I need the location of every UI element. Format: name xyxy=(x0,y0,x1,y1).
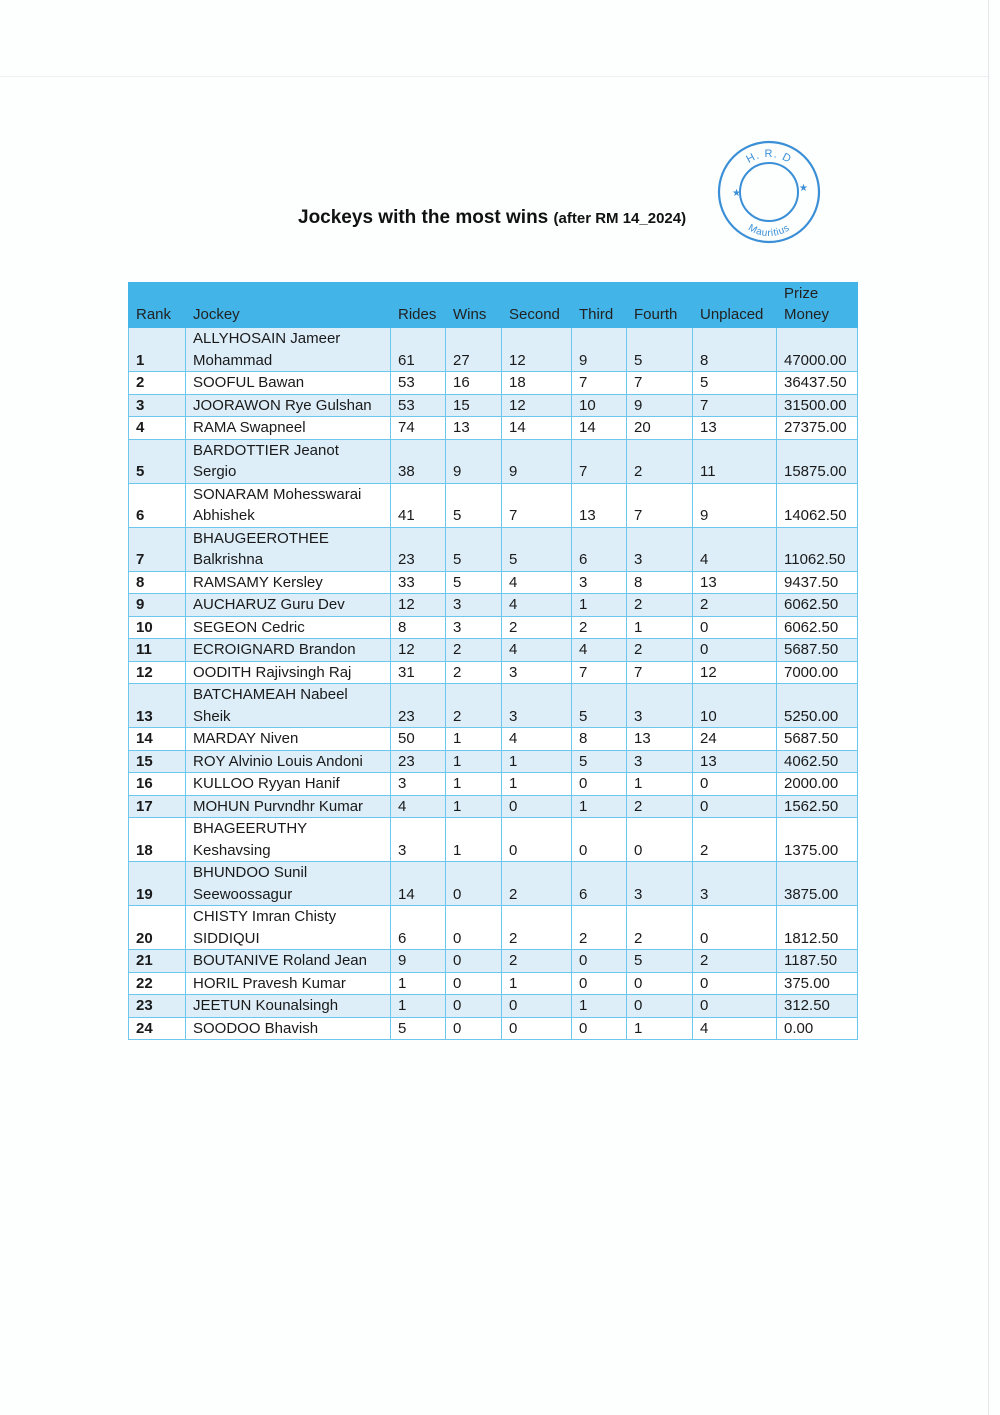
cell-wins: 1 xyxy=(446,750,502,773)
cell-unplaced: 9 xyxy=(693,483,777,527)
cell-rides: 31 xyxy=(391,661,446,684)
cell-wins: 2 xyxy=(446,661,502,684)
cell-jockey xyxy=(186,616,391,639)
cell-rank: 2 xyxy=(129,372,186,395)
jockey-name-line2: SIDDIQUI xyxy=(193,929,260,947)
cell-fourth: 1 xyxy=(627,616,693,639)
table-row xyxy=(129,972,858,995)
cell-unplaced: 4 xyxy=(693,527,777,571)
cell-unplaced: 0 xyxy=(693,795,777,818)
cell-jockey xyxy=(186,483,391,527)
cell-second: 2 xyxy=(502,616,572,639)
stamp-bottom-text: Mauritius xyxy=(746,222,792,240)
cell-wins: 9 xyxy=(446,439,502,483)
cell-jockey xyxy=(186,394,391,417)
table-row xyxy=(129,417,858,440)
cell-fourth: 3 xyxy=(627,750,693,773)
col-header-second: Second xyxy=(502,283,572,328)
page-divider xyxy=(0,76,990,77)
cell-prize-money: 14062.50 xyxy=(777,483,858,527)
cell-third: 0 xyxy=(572,773,627,796)
cell-jockey xyxy=(186,1017,391,1040)
cell-fourth: 7 xyxy=(627,483,693,527)
cell-jockey xyxy=(186,684,391,728)
star-icon: ★ xyxy=(732,188,741,199)
cell-second: 5 xyxy=(502,527,572,571)
cell-wins: 27 xyxy=(446,328,502,372)
cell-unplaced: 24 xyxy=(693,728,777,751)
cell-fourth: 2 xyxy=(627,639,693,662)
cell-rank: 14 xyxy=(129,728,186,751)
cell-second: 4 xyxy=(502,594,572,617)
cell-jockey xyxy=(186,661,391,684)
cell-rides: 23 xyxy=(391,684,446,728)
table-row xyxy=(129,527,858,571)
cell-rank: 16 xyxy=(129,773,186,796)
cell-rides: 12 xyxy=(391,594,446,617)
cell-third: 7 xyxy=(572,661,627,684)
cell-fourth: 0 xyxy=(627,818,693,862)
table-row xyxy=(129,483,858,527)
cell-rides: 12 xyxy=(391,639,446,662)
cell-jockey xyxy=(186,571,391,594)
cell-jockey xyxy=(186,773,391,796)
table-header-row xyxy=(129,283,858,328)
svg-text:Mauritius xyxy=(746,223,792,240)
prize-header-line1: Prize xyxy=(784,285,819,302)
cell-fourth: 5 xyxy=(627,328,693,372)
cell-prize-money: 15875.00 xyxy=(777,439,858,483)
cell-rank: 19 xyxy=(129,862,186,906)
cell-prize-money: 0.00 xyxy=(777,1017,858,1040)
cell-prize-money: 7000.00 xyxy=(777,661,858,684)
jockey-name-line1: BHAUGEEROTHEE xyxy=(193,529,329,547)
table-row xyxy=(129,661,858,684)
cell-rank: 8 xyxy=(129,571,186,594)
cell-rank: 23 xyxy=(129,995,186,1018)
cell-unplaced: 4 xyxy=(693,1017,777,1040)
cell-third: 5 xyxy=(572,684,627,728)
cell-prize-money: 5687.50 xyxy=(777,728,858,751)
cell-prize-money: 2000.00 xyxy=(777,773,858,796)
jockey-name-line1: SONARAM Mohesswarai xyxy=(193,485,362,503)
cell-rides: 3 xyxy=(391,818,446,862)
cell-fourth: 1 xyxy=(627,1017,693,1040)
cell-wins: 0 xyxy=(446,862,502,906)
cell-second: 0 xyxy=(502,995,572,1018)
cell-rides: 53 xyxy=(391,394,446,417)
cell-jockey xyxy=(186,328,391,372)
jockey-name-line1: MOHUN Purvndhr Kumar xyxy=(193,797,364,815)
cell-unplaced: 2 xyxy=(693,818,777,862)
cell-wins: 1 xyxy=(446,773,502,796)
cell-fourth: 3 xyxy=(627,862,693,906)
hrd-stamp xyxy=(716,139,822,245)
cell-rides: 1 xyxy=(391,995,446,1018)
cell-unplaced: 5 xyxy=(693,372,777,395)
cell-rank: 1 xyxy=(129,328,186,372)
cell-jockey xyxy=(186,417,391,440)
cell-fourth: 2 xyxy=(627,795,693,818)
cell-third: 1 xyxy=(572,995,627,1018)
cell-unplaced: 8 xyxy=(693,328,777,372)
cell-rides: 41 xyxy=(391,483,446,527)
jockey-name-line1: BOUTANIVE Roland Jean xyxy=(193,952,367,969)
cell-third: 6 xyxy=(572,862,627,906)
cell-third: 0 xyxy=(572,818,627,862)
cell-rank: 21 xyxy=(129,950,186,973)
cell-rank: 24 xyxy=(129,1017,186,1040)
cell-rank: 22 xyxy=(129,972,186,995)
cell-second: 1 xyxy=(502,750,572,773)
table-row xyxy=(129,594,858,617)
jockey-name-line1: SEGEON Cedric xyxy=(193,618,305,636)
cell-wins: 1 xyxy=(446,795,502,818)
cell-fourth: 8 xyxy=(627,571,693,594)
cell-jockey xyxy=(186,639,391,662)
table-row xyxy=(129,439,858,483)
cell-unplaced: 0 xyxy=(693,773,777,796)
cell-second: 2 xyxy=(502,906,572,950)
jockey-name-line1: SOOFUL Bawan xyxy=(193,374,305,391)
jockey-name-line1: OODITH Rajivsingh Raj xyxy=(193,663,352,681)
cell-unplaced: 0 xyxy=(693,639,777,662)
jockey-name-line1: ALLYHOSAIN Jameer xyxy=(193,330,341,347)
table-row xyxy=(129,995,858,1018)
table-row xyxy=(129,372,858,395)
jockey-name-line1: RAMA Swapneel xyxy=(193,419,306,436)
cell-wins: 15 xyxy=(446,394,502,417)
table-row xyxy=(129,818,858,862)
cell-wins: 0 xyxy=(446,1017,502,1040)
cell-fourth: 0 xyxy=(627,972,693,995)
cell-third: 0 xyxy=(572,972,627,995)
cell-prize-money: 1562.50 xyxy=(777,795,858,818)
cell-unplaced: 2 xyxy=(693,594,777,617)
cell-rides: 8 xyxy=(391,616,446,639)
cell-jockey xyxy=(186,995,391,1018)
cell-prize-money: 1187.50 xyxy=(777,950,858,973)
cell-fourth: 2 xyxy=(627,594,693,617)
cell-unplaced: 0 xyxy=(693,995,777,1018)
cell-jockey xyxy=(186,950,391,973)
cell-unplaced: 11 xyxy=(693,439,777,483)
cell-fourth: 7 xyxy=(627,661,693,684)
cell-rank: 3 xyxy=(129,394,186,417)
cell-prize-money: 6062.50 xyxy=(777,616,858,639)
cell-wins: 13 xyxy=(446,417,502,440)
cell-jockey xyxy=(186,750,391,773)
cell-unplaced: 3 xyxy=(693,862,777,906)
prize-header-line2: Money xyxy=(784,306,830,323)
cell-unplaced: 0 xyxy=(693,972,777,995)
jockey-name-line1: AUCHARUZ Guru Dev xyxy=(193,596,345,613)
jockey-name-line1: JEETUN Kounalsingh xyxy=(193,997,339,1014)
cell-wins: 0 xyxy=(446,950,502,973)
cell-rides: 1 xyxy=(391,972,446,995)
cell-prize-money: 27375.00 xyxy=(777,417,858,440)
table-row xyxy=(129,1017,858,1040)
table-row xyxy=(129,795,858,818)
cell-wins: 5 xyxy=(446,483,502,527)
cell-second: 0 xyxy=(502,795,572,818)
cell-third: 2 xyxy=(572,616,627,639)
jockey-name-line2: Balkrishna xyxy=(193,551,264,568)
cell-wins: 1 xyxy=(446,728,502,751)
cell-jockey xyxy=(186,594,391,617)
cell-second: 2 xyxy=(502,862,572,906)
cell-third: 10 xyxy=(572,394,627,417)
cell-rank: 15 xyxy=(129,750,186,773)
cell-rides: 53 xyxy=(391,372,446,395)
col-header-jockey: Jockey xyxy=(186,283,391,328)
jockey-name-line1: MARDAY Niven xyxy=(193,730,299,747)
cell-unplaced: 0 xyxy=(693,616,777,639)
col-header-rank: Rank xyxy=(129,283,186,328)
cell-third: 1 xyxy=(572,795,627,818)
cell-wins: 16 xyxy=(446,372,502,395)
cell-jockey xyxy=(186,906,391,950)
cell-prize-money: 375.00 xyxy=(777,972,858,995)
jockey-name-line2: Mohammad xyxy=(193,351,273,369)
cell-rides: 9 xyxy=(391,950,446,973)
page-title xyxy=(298,207,686,229)
cell-third: 14 xyxy=(572,417,627,440)
table-row xyxy=(129,394,858,417)
cell-fourth: 2 xyxy=(627,439,693,483)
cell-wins: 2 xyxy=(446,684,502,728)
cell-prize-money: 5687.50 xyxy=(777,639,858,662)
cell-rank: 6 xyxy=(129,483,186,527)
cell-third: 6 xyxy=(572,527,627,571)
cell-rank: 11 xyxy=(129,639,186,662)
cell-rides: 38 xyxy=(391,439,446,483)
jockey-name-line1: BARDOTTIER Jeanot Sergio xyxy=(193,441,339,480)
cell-fourth: 7 xyxy=(627,372,693,395)
jockey-name-line1: KULLOO Ryyan Hanif xyxy=(193,775,340,792)
cell-rides: 4 xyxy=(391,795,446,818)
cell-third: 1 xyxy=(572,594,627,617)
cell-second: 4 xyxy=(502,639,572,662)
jockey-name-line2: Seewoossagur xyxy=(193,885,293,903)
cell-fourth: 9 xyxy=(627,394,693,417)
cell-third: 5 xyxy=(572,750,627,773)
cell-second: 2 xyxy=(502,950,572,973)
cell-third: 0 xyxy=(572,1017,627,1040)
jockey-name-line1: SOODOO Bhavish xyxy=(193,1019,319,1037)
cell-third: 9 xyxy=(572,328,627,372)
cell-prize-money: 4062.50 xyxy=(777,750,858,773)
cell-unplaced: 2 xyxy=(693,950,777,973)
cell-wins: 3 xyxy=(446,616,502,639)
table-row xyxy=(129,571,858,594)
jockey-name-line1: BHUNDOO Sunil xyxy=(193,864,308,881)
jockey-name-line1: JOORAWON Rye Gulshan xyxy=(193,396,372,414)
jockey-standings-table xyxy=(128,282,858,1040)
cell-unplaced: 13 xyxy=(693,417,777,440)
cell-rank: 18 xyxy=(129,818,186,862)
cell-fourth: 5 xyxy=(627,950,693,973)
cell-prize-money: 1812.50 xyxy=(777,906,858,950)
table-body xyxy=(129,328,858,1040)
cell-jockey xyxy=(186,372,391,395)
cell-rank: 10 xyxy=(129,616,186,639)
cell-rank: 17 xyxy=(129,795,186,818)
cell-wins: 5 xyxy=(446,571,502,594)
page-edge xyxy=(988,0,989,1415)
table-row xyxy=(129,328,858,372)
cell-rides: 74 xyxy=(391,417,446,440)
jockey-name-line1: HORIL Pravesh Kumar xyxy=(193,974,346,992)
cell-rides: 33 xyxy=(391,571,446,594)
table-row xyxy=(129,862,858,906)
table-row xyxy=(129,684,858,728)
cell-fourth: 3 xyxy=(627,684,693,728)
table-row xyxy=(129,950,858,973)
jockey-name-line1: BHAGEERUTHY Keshavsing xyxy=(193,820,307,859)
cell-third: 7 xyxy=(572,439,627,483)
cell-jockey xyxy=(186,818,391,862)
col-header-unplaced: Unplaced xyxy=(693,283,777,328)
jockey-name-line1: ECROIGNARD Brandon xyxy=(193,641,356,658)
cell-rides: 14 xyxy=(391,862,446,906)
cell-wins: 0 xyxy=(446,995,502,1018)
cell-second: 12 xyxy=(502,328,572,372)
cell-second: 4 xyxy=(502,728,572,751)
cell-second: 0 xyxy=(502,818,572,862)
table-row xyxy=(129,728,858,751)
cell-jockey xyxy=(186,439,391,483)
jockey-name-line1: RAMSAMY Kersley xyxy=(193,573,323,591)
cell-second: 0 xyxy=(502,1017,572,1040)
cell-third: 4 xyxy=(572,639,627,662)
cell-prize-money: 11062.50 xyxy=(777,527,858,571)
cell-third: 8 xyxy=(572,728,627,751)
cell-prize-money: 3875.00 xyxy=(777,862,858,906)
cell-second: 18 xyxy=(502,372,572,395)
cell-rank: 20 xyxy=(129,906,186,950)
cell-third: 0 xyxy=(572,950,627,973)
cell-prize-money: 47000.00 xyxy=(777,328,858,372)
jockey-name-line1: BATCHAMEAH Nabeel xyxy=(193,686,348,703)
cell-unplaced: 0 xyxy=(693,906,777,950)
cell-wins: 1 xyxy=(446,818,502,862)
col-header-rides: Rides xyxy=(391,283,446,328)
cell-jockey xyxy=(186,527,391,571)
cell-rides: 6 xyxy=(391,906,446,950)
table-row xyxy=(129,750,858,773)
cell-fourth: 3 xyxy=(627,527,693,571)
cell-unplaced: 13 xyxy=(693,750,777,773)
cell-third: 7 xyxy=(572,372,627,395)
cell-jockey xyxy=(186,728,391,751)
jockey-name-line1: CHISTY Imran Chisty xyxy=(193,908,337,925)
cell-fourth: 20 xyxy=(627,417,693,440)
cell-second: 3 xyxy=(502,661,572,684)
cell-wins: 0 xyxy=(446,972,502,995)
cell-rides: 5 xyxy=(391,1017,446,1040)
cell-unplaced: 13 xyxy=(693,571,777,594)
cell-wins: 5 xyxy=(446,527,502,571)
cell-second: 7 xyxy=(502,483,572,527)
cell-wins: 0 xyxy=(446,906,502,950)
cell-second: 4 xyxy=(502,571,572,594)
cell-jockey xyxy=(186,795,391,818)
table-row xyxy=(129,616,858,639)
table-row xyxy=(129,773,858,796)
cell-rides: 23 xyxy=(391,527,446,571)
cell-rank: 12 xyxy=(129,661,186,684)
cell-rank: 5 xyxy=(129,439,186,483)
col-header-wins: Wins xyxy=(446,283,502,328)
cell-rides: 3 xyxy=(391,773,446,796)
cell-third: 13 xyxy=(572,483,627,527)
cell-prize-money: 312.50 xyxy=(777,995,858,1018)
cell-second: 1 xyxy=(502,972,572,995)
cell-prize-money: 5250.00 xyxy=(777,684,858,728)
title-main: Jockeys with the most wins xyxy=(298,207,549,228)
cell-second: 14 xyxy=(502,417,572,440)
cell-rank: 7 xyxy=(129,527,186,571)
cell-prize-money: 1375.00 xyxy=(777,818,858,862)
stamp-top-text: H. R. D xyxy=(744,148,794,166)
cell-fourth: 13 xyxy=(627,728,693,751)
cell-prize-money: 9437.50 xyxy=(777,571,858,594)
cell-fourth: 1 xyxy=(627,773,693,796)
cell-fourth: 0 xyxy=(627,995,693,1018)
jockey-name-line2: Abhishek xyxy=(193,507,255,524)
cell-second: 3 xyxy=(502,684,572,728)
table-row xyxy=(129,906,858,950)
table-row xyxy=(129,639,858,662)
cell-prize-money: 36437.50 xyxy=(777,372,858,395)
cell-unplaced: 7 xyxy=(693,394,777,417)
jockey-name-line1: ROY Alvinio Louis Andoni xyxy=(193,752,363,770)
cell-wins: 3 xyxy=(446,594,502,617)
cell-third: 2 xyxy=(572,906,627,950)
cell-prize-money: 6062.50 xyxy=(777,594,858,617)
cell-unplaced: 12 xyxy=(693,661,777,684)
cell-rides: 61 xyxy=(391,328,446,372)
cell-unplaced: 10 xyxy=(693,684,777,728)
cell-jockey xyxy=(186,972,391,995)
cell-rides: 50 xyxy=(391,728,446,751)
cell-rank: 13 xyxy=(129,684,186,728)
cell-rank: 9 xyxy=(129,594,186,617)
cell-rank: 4 xyxy=(129,417,186,440)
cell-rides: 23 xyxy=(391,750,446,773)
col-header-fourth: Fourth xyxy=(627,283,693,328)
cell-jockey xyxy=(186,862,391,906)
title-subtitle: (after RM 14_2024) xyxy=(553,210,687,227)
star-icon: ★ xyxy=(799,183,808,194)
cell-fourth: 2 xyxy=(627,906,693,950)
cell-second: 1 xyxy=(502,773,572,796)
cell-third: 3 xyxy=(572,571,627,594)
jockey-name-line2: Sheik xyxy=(193,707,231,725)
cell-wins: 2 xyxy=(446,639,502,662)
cell-second: 9 xyxy=(502,439,572,483)
cell-second: 12 xyxy=(502,394,572,417)
col-header-third: Third xyxy=(572,283,627,328)
cell-prize-money: 31500.00 xyxy=(777,394,858,417)
col-header-prize-money xyxy=(777,283,858,328)
